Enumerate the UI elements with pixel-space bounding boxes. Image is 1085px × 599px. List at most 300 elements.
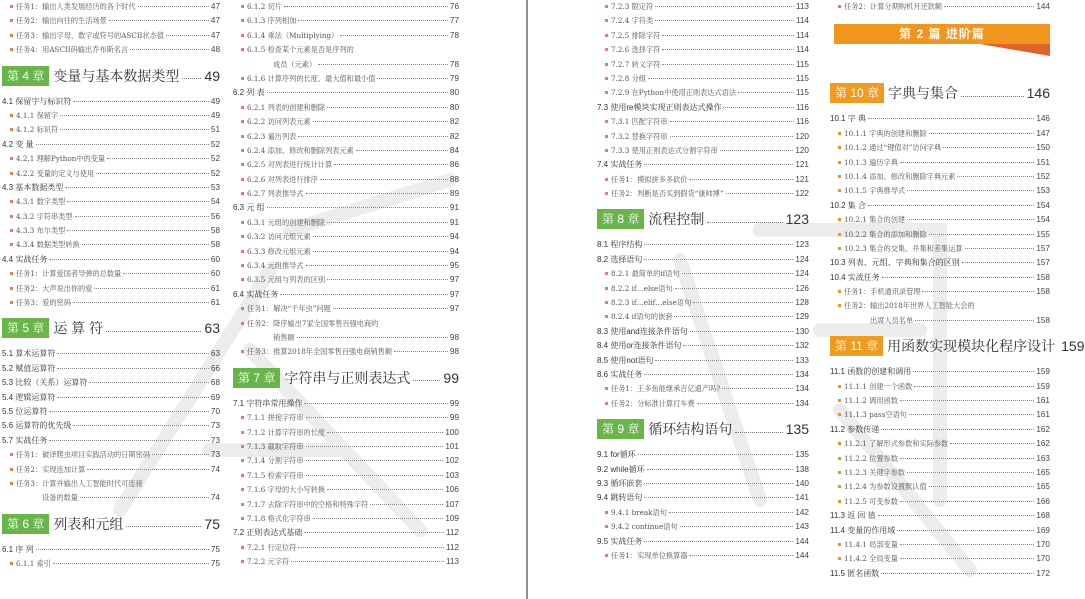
chapter-title: 运 算 符 <box>53 320 104 337</box>
toc-section-entry[interactable] <box>2 391 220 405</box>
toc-subsection-entry[interactable] <box>233 555 459 569</box>
toc-task-entry[interactable] <box>2 0 220 14</box>
leader-dots <box>327 279 448 280</box>
bullet-icon <box>605 63 608 66</box>
toc-subsection-entry[interactable] <box>830 452 1050 466</box>
leader-dots <box>57 397 209 398</box>
bullet-icon <box>241 178 244 181</box>
toc-section-entry[interactable] <box>597 491 809 505</box>
toc-section-entry[interactable] <box>233 397 459 411</box>
entry-text: 5.5 位运算符 <box>2 406 48 416</box>
toc-subsection-entry[interactable] <box>830 495 1050 509</box>
leader-dots <box>682 273 794 274</box>
entry-text: 11.4.1 局部变量 <box>844 539 898 549</box>
toc-subsection-entry[interactable] <box>597 58 809 72</box>
toc-subsection-entry[interactable] <box>233 273 459 287</box>
toc-section-entry[interactable] <box>2 362 220 376</box>
entry-label <box>605 43 660 57</box>
leader-dots <box>306 475 444 476</box>
toc-section-entry[interactable] <box>597 463 809 477</box>
bullet-icon <box>605 91 608 94</box>
toc-subsection-entry[interactable] <box>233 29 459 43</box>
leader-dots <box>87 469 209 470</box>
toc-subsection-entry[interactable] <box>830 538 1050 552</box>
entry-label <box>10 14 107 28</box>
bullet-icon <box>838 146 841 149</box>
toc-section-entry[interactable] <box>2 434 220 448</box>
bullet-icon <box>605 387 608 390</box>
toc-subsection-entry[interactable] <box>830 466 1050 480</box>
entry-label <box>605 382 720 396</box>
entry-label <box>241 158 332 172</box>
entry-label <box>605 58 660 72</box>
leader-dots <box>644 164 793 165</box>
toc-subsection-entry[interactable] <box>233 115 459 129</box>
page-number: 49 <box>210 96 220 106</box>
chapter-heading[interactable] <box>830 331 1085 361</box>
entry-text: 任务2：输出向往的生活场景 <box>16 16 107 26</box>
leader-dots <box>320 179 448 180</box>
toc-subsection-entry[interactable] <box>597 267 809 281</box>
leader-dots <box>298 20 448 21</box>
toc-subsection-entry[interactable] <box>2 152 220 166</box>
entry-text: 任务3：爱的密码 <box>16 298 71 308</box>
bullet-icon <box>10 34 13 37</box>
toc-subsection-entry[interactable] <box>2 167 220 181</box>
leader-dots <box>304 532 444 533</box>
chapter-heading[interactable] <box>2 61 220 91</box>
page-number: 124 <box>795 269 809 279</box>
entry-text: 6.2.5 对列表进行统计计算 <box>247 160 333 170</box>
toc-subsection-entry[interactable] <box>233 245 459 259</box>
chapter-number-badge: 第 6 章 <box>2 514 49 534</box>
toc-section-entry[interactable] <box>597 535 809 549</box>
toc-subsection-entry[interactable] <box>233 101 459 115</box>
toc-section-entry[interactable] <box>597 448 809 462</box>
page-number: 51 <box>210 125 220 135</box>
toc-subsection-entry[interactable] <box>2 123 220 137</box>
page-number: 165 <box>1036 467 1050 477</box>
toc-task-entry[interactable] <box>233 345 459 359</box>
toc-subsection-entry[interactable] <box>597 115 809 129</box>
toc-subsection-entry[interactable] <box>233 411 459 425</box>
toc-section-entry[interactable] <box>597 339 809 353</box>
leader-dots <box>726 193 794 194</box>
entry-text: 7.3.2 替换字符串 <box>611 131 668 141</box>
entry-text: 6.2.2 访问列表元素 <box>247 117 311 127</box>
page-number: 73 <box>210 450 220 460</box>
toc-subsection-entry[interactable] <box>2 238 220 252</box>
bullet-icon <box>838 485 841 488</box>
entry-text: 7.2.7 转义字符 <box>611 59 661 69</box>
toc-task-entry[interactable] <box>2 43 220 57</box>
entry-text: 7.2.5 排除字符 <box>611 30 661 40</box>
page-number: 79 <box>449 73 459 83</box>
leader-dots <box>306 193 448 194</box>
toc-subsection-entry[interactable] <box>830 380 1050 394</box>
toc-subsection-entry[interactable] <box>830 127 1050 141</box>
toc-subsection-entry[interactable] <box>597 43 809 57</box>
leader-dots <box>284 6 448 7</box>
toc-subsection-entry[interactable] <box>2 557 220 571</box>
toc-section-entry[interactable] <box>830 423 1050 437</box>
entry-label <box>838 437 948 451</box>
page-number: 95 <box>449 261 459 271</box>
entry-text: 4.3 基本数据类型 <box>2 182 64 192</box>
entry-text: 7.1.3 截取字符串 <box>247 441 304 451</box>
toc-subsection-entry[interactable] <box>233 512 459 526</box>
entry-text: 6.3.5 元组与列表的区别 <box>247 275 326 285</box>
toc-section-entry[interactable] <box>233 526 459 540</box>
toc-task-entry[interactable] <box>830 0 1050 14</box>
leader-dots <box>900 162 1034 163</box>
entry-text: 11.1 函数的创建和调用 <box>830 367 912 377</box>
toc-subsection-entry[interactable] <box>830 141 1050 155</box>
entry-text: 销售额 <box>273 332 295 342</box>
leader-dots <box>49 411 209 412</box>
toc-subsection-entry[interactable] <box>597 520 809 534</box>
toc-subsection-entry[interactable] <box>233 0 459 14</box>
toc-section-entry[interactable] <box>597 158 809 172</box>
toc-section-entry[interactable] <box>830 524 1050 538</box>
toc-subsection-entry[interactable] <box>233 230 459 244</box>
bullet-icon <box>838 385 841 388</box>
page-number: 151 <box>1036 157 1050 167</box>
toc-section-entry[interactable] <box>2 138 220 152</box>
toc-subsection-entry[interactable] <box>597 296 809 310</box>
entry-label <box>838 538 898 552</box>
toc-section-entry[interactable] <box>2 253 220 267</box>
bullet-icon <box>241 560 244 563</box>
bullet-icon <box>241 135 244 138</box>
toc-subsection-entry[interactable] <box>233 483 459 497</box>
page-number: 170 <box>1036 539 1050 549</box>
toc-subsection-entry[interactable] <box>830 228 1050 242</box>
bullet-icon <box>10 243 13 246</box>
entry-label <box>597 354 653 368</box>
toc-subsection-entry[interactable] <box>233 72 459 86</box>
toc-subsection-entry[interactable] <box>233 130 459 144</box>
toc-subsection-entry[interactable] <box>597 130 809 144</box>
entry-label <box>241 245 311 259</box>
toc-subsection-entry[interactable] <box>830 480 1050 494</box>
toc-section-entry[interactable] <box>830 271 1050 285</box>
toc-subsection-entry[interactable] <box>830 213 1050 227</box>
page-number: 58 <box>210 226 220 236</box>
page-number: 53 <box>210 182 220 192</box>
toc-entry-continuation[interactable] <box>2 491 220 505</box>
entry-label <box>838 480 927 494</box>
toc-subsection-entry[interactable] <box>233 43 459 57</box>
toc-subsection-entry[interactable] <box>233 173 459 187</box>
leader-dots <box>36 549 209 550</box>
toc-subsection-entry[interactable] <box>233 440 459 454</box>
toc-column-4 <box>830 0 1085 581</box>
page-number: 123 <box>785 211 809 228</box>
chapter-heading[interactable] <box>597 204 809 234</box>
toc-subsection-entry[interactable] <box>233 469 459 483</box>
toc-subsection-entry[interactable] <box>830 242 1050 256</box>
bullet-icon <box>838 5 841 8</box>
toc-section-entry[interactable] <box>830 112 1050 126</box>
page-number: 128 <box>795 298 809 308</box>
entry-label <box>838 299 975 313</box>
toc-task-entry[interactable] <box>830 285 1050 299</box>
toc-subsection-entry[interactable] <box>830 184 1050 198</box>
toc-section-entry[interactable] <box>597 354 809 368</box>
toc-subsection-entry[interactable] <box>233 144 459 158</box>
page-number: 140 <box>795 478 809 488</box>
entry-label <box>241 173 318 187</box>
toc-task-entry[interactable] <box>2 29 220 43</box>
entry-text: 7.2.2 元字符 <box>247 557 290 567</box>
toc-section-entry[interactable] <box>2 95 220 109</box>
entry-label <box>838 495 898 509</box>
leader-dots <box>723 107 793 108</box>
toc-section-entry[interactable] <box>233 201 459 215</box>
toc-subsection-entry[interactable] <box>597 506 809 520</box>
toc-section-entry[interactable] <box>2 419 220 433</box>
page-number: 115 <box>795 73 809 83</box>
entry-text: 7.1.5 检索字符串 <box>247 470 304 480</box>
toc-section-entry[interactable] <box>597 253 809 267</box>
toc-section-entry[interactable] <box>597 477 809 491</box>
chapter-heading[interactable] <box>233 363 459 393</box>
entry-label <box>838 141 941 155</box>
chapter-number-badge: 第 4 章 <box>2 66 49 86</box>
toc-section-entry[interactable] <box>2 181 220 195</box>
toc-section-entry[interactable] <box>830 509 1050 523</box>
leader-dots <box>53 563 209 564</box>
entry-text: 10.1.3 遍历字典 <box>844 157 898 167</box>
entry-text: 4.1 保留字与标识符 <box>2 96 72 106</box>
page-number: 126 <box>795 283 809 293</box>
page-number: 52 <box>210 154 220 164</box>
entry-label <box>597 339 681 353</box>
leader-dots <box>881 573 1034 574</box>
page-number: 80 <box>449 102 459 112</box>
page-number: 78 <box>449 59 459 69</box>
entry-text: 4.3.2 字符串类型 <box>16 211 73 221</box>
entry-text: 7.2.1 行定位符 <box>247 542 297 552</box>
toc-subsection-entry[interactable] <box>2 224 220 238</box>
toc-section-entry[interactable] <box>830 567 1050 581</box>
leader-dots <box>107 158 209 159</box>
leader-dots <box>297 337 448 338</box>
leader-dots <box>689 555 793 556</box>
leader-dots <box>922 291 1034 292</box>
entry-label <box>241 144 354 158</box>
toc-subsection-entry[interactable] <box>2 210 220 224</box>
toc-column-2 <box>233 0 459 569</box>
page-number: 115 <box>795 88 809 98</box>
toc-section-entry[interactable] <box>597 368 809 382</box>
toc-task-entry[interactable] <box>2 282 220 296</box>
toc-task-entry[interactable] <box>233 302 459 316</box>
bullet-icon <box>838 175 841 178</box>
toc-subsection-entry[interactable] <box>233 454 459 468</box>
leader-dots <box>413 380 440 381</box>
page-number: 161 <box>1036 410 1050 420</box>
page-number: 124 <box>795 254 809 264</box>
toc-task-entry[interactable] <box>2 477 220 491</box>
chapter-number-badge: 第 10 章 <box>830 83 884 103</box>
toc-task-entry[interactable] <box>830 299 1050 313</box>
toc-section-entry[interactable] <box>2 376 220 390</box>
toc-subsection-entry[interactable] <box>233 216 459 230</box>
entry-label <box>233 201 265 215</box>
entry-label <box>605 187 724 201</box>
toc-subsection-entry[interactable] <box>597 282 809 296</box>
leader-dots <box>313 251 448 252</box>
chapter-heading[interactable] <box>2 313 220 343</box>
bullet-icon <box>838 189 841 192</box>
toc-entry-continuation[interactable] <box>233 58 459 72</box>
toc-subsection-entry[interactable] <box>233 158 459 172</box>
toc-section-entry[interactable] <box>2 543 220 557</box>
toc-subsection-entry[interactable] <box>830 156 1050 170</box>
toc-task-entry[interactable] <box>2 267 220 281</box>
toc-task-entry[interactable] <box>2 14 220 28</box>
entry-text: 4.2.1 理解Python中的变量 <box>16 154 106 164</box>
leader-dots <box>49 440 209 441</box>
toc-task-entry[interactable] <box>597 187 809 201</box>
toc-subsection-entry[interactable] <box>597 0 809 14</box>
toc-section-entry[interactable] <box>2 347 220 361</box>
entry-label <box>870 314 913 328</box>
entry-text: 6.1.2 切片 <box>247 2 282 11</box>
entry-label <box>838 408 907 422</box>
toc-task-entry[interactable] <box>2 448 220 462</box>
entry-label <box>605 173 687 187</box>
page-number: 75 <box>210 544 220 554</box>
bullet-icon <box>10 272 13 275</box>
toc-subsection-entry[interactable] <box>597 14 809 28</box>
page-number: 99 <box>449 398 459 408</box>
bullet-icon <box>241 221 244 224</box>
entry-label <box>10 267 121 281</box>
toc-entry-continuation[interactable] <box>830 314 1050 328</box>
toc-subsection-entry[interactable] <box>830 394 1050 408</box>
toc-section-entry[interactable] <box>233 288 459 302</box>
leader-dots <box>900 544 1034 545</box>
page-number: 135 <box>785 421 809 438</box>
leader-dots <box>655 6 794 7</box>
entry-label <box>838 170 955 184</box>
bullet-icon <box>605 178 608 181</box>
bullet-icon <box>241 120 244 123</box>
toc-subsection-entry[interactable] <box>597 144 809 158</box>
leader-dots <box>318 64 448 65</box>
toc-subsection-entry[interactable] <box>2 109 220 123</box>
page-number: 138 <box>795 464 809 474</box>
leader-dots <box>340 35 448 36</box>
page-number: 91 <box>449 217 459 227</box>
toc-task-entry[interactable] <box>597 382 809 396</box>
entry-text: 7.1.4 分割字符串 <box>247 456 304 466</box>
bullet-icon <box>241 163 244 166</box>
entry-text: 6.3.1 元组的创建和删除 <box>247 217 326 227</box>
page-number: 114 <box>795 16 809 26</box>
toc-section-entry[interactable] <box>2 405 220 419</box>
entry-label <box>241 469 304 483</box>
entry-label <box>241 317 378 331</box>
toc-section-entry[interactable] <box>830 199 1050 213</box>
entry-label <box>605 130 668 144</box>
toc-task-entry[interactable] <box>597 549 809 563</box>
toc-task-entry[interactable] <box>597 173 809 187</box>
leader-dots <box>957 176 1034 177</box>
entry-text: 6.2.4 添加、修改和删除列表元素 <box>247 145 354 155</box>
toc-section-entry[interactable] <box>233 86 459 100</box>
toc-subsection-entry[interactable] <box>597 29 809 43</box>
toc-subsection-entry[interactable] <box>597 310 809 324</box>
entry-text: 8.5 使用not语句 <box>597 355 654 365</box>
entry-label <box>241 440 304 454</box>
toc-section-entry[interactable] <box>830 256 1050 270</box>
chapter-heading[interactable] <box>830 78 1050 108</box>
toc-subsection-entry[interactable] <box>830 170 1050 184</box>
page-number: 56 <box>210 211 220 221</box>
toc-section-entry[interactable] <box>597 238 809 252</box>
toc-subsection-entry[interactable] <box>233 426 459 440</box>
toc-section-entry[interactable] <box>830 365 1050 379</box>
toc-entry-continuation[interactable] <box>233 331 459 345</box>
toc-section-entry[interactable] <box>597 325 809 339</box>
bullet-icon <box>605 315 608 318</box>
toc-task-entry[interactable] <box>597 397 809 411</box>
chapter-heading[interactable] <box>597 414 809 444</box>
toc-task-entry[interactable] <box>2 296 220 310</box>
entry-text: 11.1.1 创建一个函数 <box>844 381 913 391</box>
page-number: 134 <box>795 384 809 394</box>
toc-subsection-entry[interactable] <box>233 187 459 201</box>
entry-text: 6.3.2 访问元组元素 <box>247 232 311 242</box>
toc-task-entry[interactable] <box>233 317 459 331</box>
toc-subsection-entry[interactable] <box>830 408 1050 422</box>
toc-subsection-entry[interactable] <box>233 14 459 28</box>
page-number: 66 <box>210 363 220 373</box>
leader-dots <box>313 121 448 122</box>
toc-subsection-entry[interactable] <box>830 552 1050 566</box>
bullet-icon <box>241 235 244 238</box>
bullet-icon <box>605 19 608 22</box>
toc-subsection-entry[interactable] <box>830 437 1050 451</box>
toc-subsection-entry[interactable] <box>2 195 220 209</box>
page-number: 113 <box>445 557 459 567</box>
bullet-icon <box>241 149 244 152</box>
leader-dots <box>49 259 209 260</box>
toc-subsection-entry[interactable] <box>233 498 459 512</box>
toc-subsection-entry[interactable] <box>597 86 809 100</box>
toc-subsection-entry[interactable] <box>597 72 809 86</box>
page-number: 100 <box>445 427 459 437</box>
entry-label <box>597 448 636 462</box>
leader-dots <box>298 547 444 548</box>
chapter-heading[interactable] <box>2 509 220 539</box>
bullet-icon <box>838 500 841 503</box>
toc-section-entry[interactable] <box>597 101 809 115</box>
bullet-icon <box>241 34 244 37</box>
entry-label <box>605 14 653 28</box>
toc-task-entry[interactable] <box>2 463 220 477</box>
toc-subsection-entry[interactable] <box>233 541 459 555</box>
entry-label <box>838 285 920 299</box>
toc-subsection-entry[interactable] <box>233 259 459 273</box>
bullet-icon <box>10 453 13 456</box>
entry-label <box>830 199 866 213</box>
entry-text: 8.2.3 if…elif…else语句 <box>611 298 692 308</box>
